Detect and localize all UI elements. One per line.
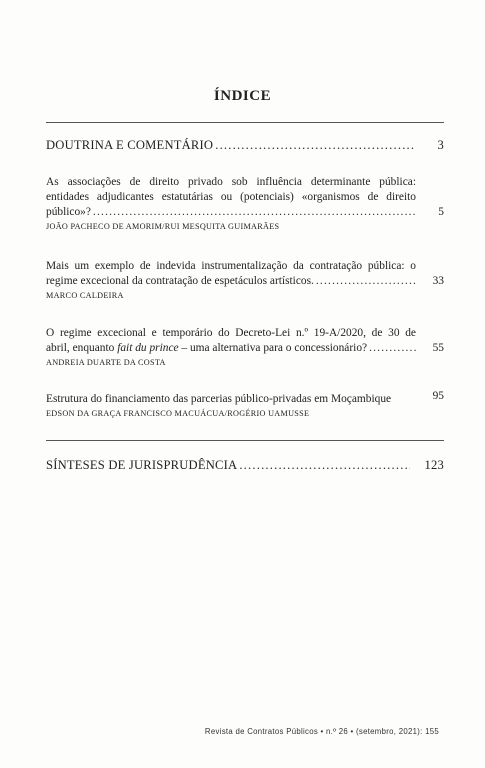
leader-dots [369, 341, 416, 356]
toc-entry-title-line: entidades adjudicantes estatutárias ou (potenciais) «organismos de direito [46, 191, 416, 203]
toc-entry-4[interactable] [46, 392, 444, 420]
toc-page-number: 3 [437, 138, 444, 152]
toc-page-number: 95 [432, 390, 444, 402]
toc-entry-title-line: regime excecional da contratação de espetáculos artísticos. [46, 275, 314, 287]
toc-entry-title-line: Estrutura do financiamento das parcerias público-privadas em Moçambique [46, 393, 392, 405]
bottom-rule [46, 440, 444, 441]
leader-dots [93, 205, 416, 220]
toc-page-number: 55 [432, 342, 444, 354]
toc-section-label: DOUTRINA E COMENTÁRIO [46, 138, 214, 152]
toc-entry-title-line: O regime excecional e temporário do Decreto-Lei n.º 19-A/2020, de 30 de [46, 327, 416, 339]
toc-section-sinteses[interactable] [46, 458, 444, 473]
leader-dots [316, 274, 416, 289]
toc-page-number: 5 [438, 206, 444, 218]
toc-entry-title-line: As associações de direito privado sob influência determinante pública: [46, 176, 416, 188]
title-text: – uma alternativa para o concessionário? [181, 342, 368, 354]
toc-entry-1[interactable] [46, 175, 444, 233]
toc-entry-2[interactable] [46, 259, 444, 302]
toc-entry-author: MARCO CALDEIRA [46, 291, 124, 300]
toc-entry-title-line: público»? [46, 206, 91, 218]
title-text: abril, enquanto [46, 342, 115, 354]
toc-entry-author: ANDREIA DUARTE DA COSTA [46, 358, 166, 367]
leader-dots [215, 138, 416, 153]
toc-page-number: 33 [432, 275, 444, 287]
toc-entry-title-line [46, 341, 367, 356]
toc-section-doutrina[interactable] [46, 138, 444, 153]
toc-entry-3[interactable] [46, 326, 444, 369]
page-title: ÍNDICE [213, 88, 272, 104]
top-rule [46, 122, 444, 123]
toc-entry-title-line: Mais um exemplo de indevida instrumentalização da contratação pública: o [46, 260, 416, 272]
toc-entry-author: JOÃO PACHECO DE AMORIM/RUI MESQUITA GUIMARÃES [46, 222, 280, 231]
toc-section-label: SÍNTESES DE JURISPRUDÊNCIA [46, 458, 238, 472]
leader-dots [239, 458, 410, 473]
title-italic-text: fait du prince [117, 342, 179, 354]
toc-page-number: 123 [424, 458, 444, 472]
toc-entry-author: EDSON DA GRAÇA FRANCISCO MACUÁCUA/ROGÉRIO UAMUSSE [46, 409, 310, 418]
page-footer: Revista de Contratos Públicos • n.º 26 • (setembro, 2021): 155 [204, 727, 439, 736]
